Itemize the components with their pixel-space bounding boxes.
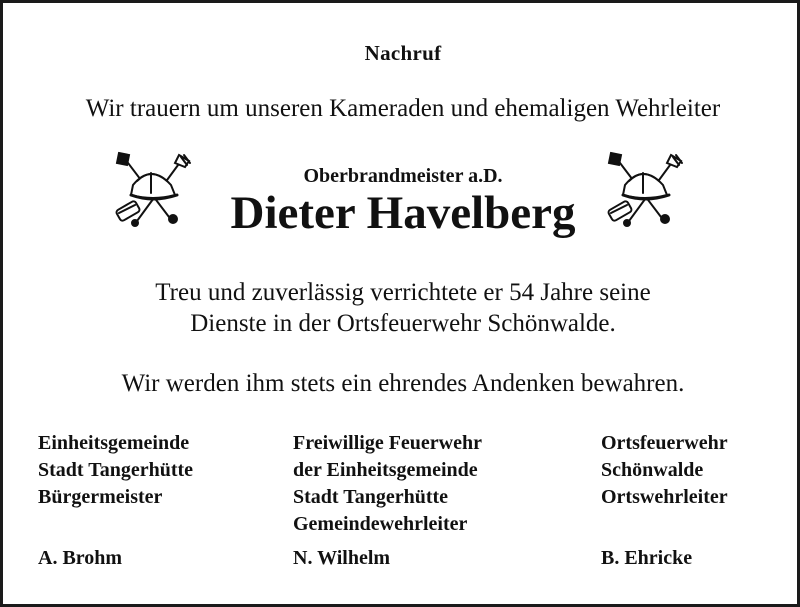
tribute-text [3,277,800,339]
signature-name: N. Wilhelm [293,547,391,569]
notice-heading: Nachruf [364,41,442,65]
signatory-line: Ortswehrleiter [601,486,728,508]
deceased-name: Dieter Havelberg [230,187,576,239]
signatory-line: Stadt Tangerhütte [38,459,194,481]
tribute-line: Dienste in der Ortsfeuerwehr Schönwalde. [190,310,616,337]
intro-text: Wir trauern um unseren Kameraden und ehemaligen Wehrleiter [85,95,721,122]
signatory-line: Einheitsgemeinde [38,432,190,454]
remembrance-text: Wir werden ihm stets ein ehrendes Andenken bewahren. [121,370,685,397]
signatory-line: der Einheitsgemeinde [293,459,478,481]
signatory-line: Bürgermeister [38,486,163,508]
signatory-fire-brigade [293,430,482,538]
signatory-local-brigade [601,430,728,511]
signatory-municipality [38,430,193,511]
tribute-line: Treu und zuverlässig verrichtete er 54 Jahre seine [155,279,651,306]
signatory-line: Schönwalde [601,459,704,481]
signatory-line: Stadt Tangerhütte [293,486,449,508]
rank-title: Oberbrandmeister a.D. [303,165,503,187]
signatory-line: Freiwillige Feuerwehr [293,432,483,454]
signature-name: A. Brohm [38,547,123,569]
signatory-line: Gemeindewehrleiter [293,513,468,535]
signatory-line: Ortsfeuerwehr [601,432,728,454]
signature-name: B. Ehricke [601,547,693,569]
